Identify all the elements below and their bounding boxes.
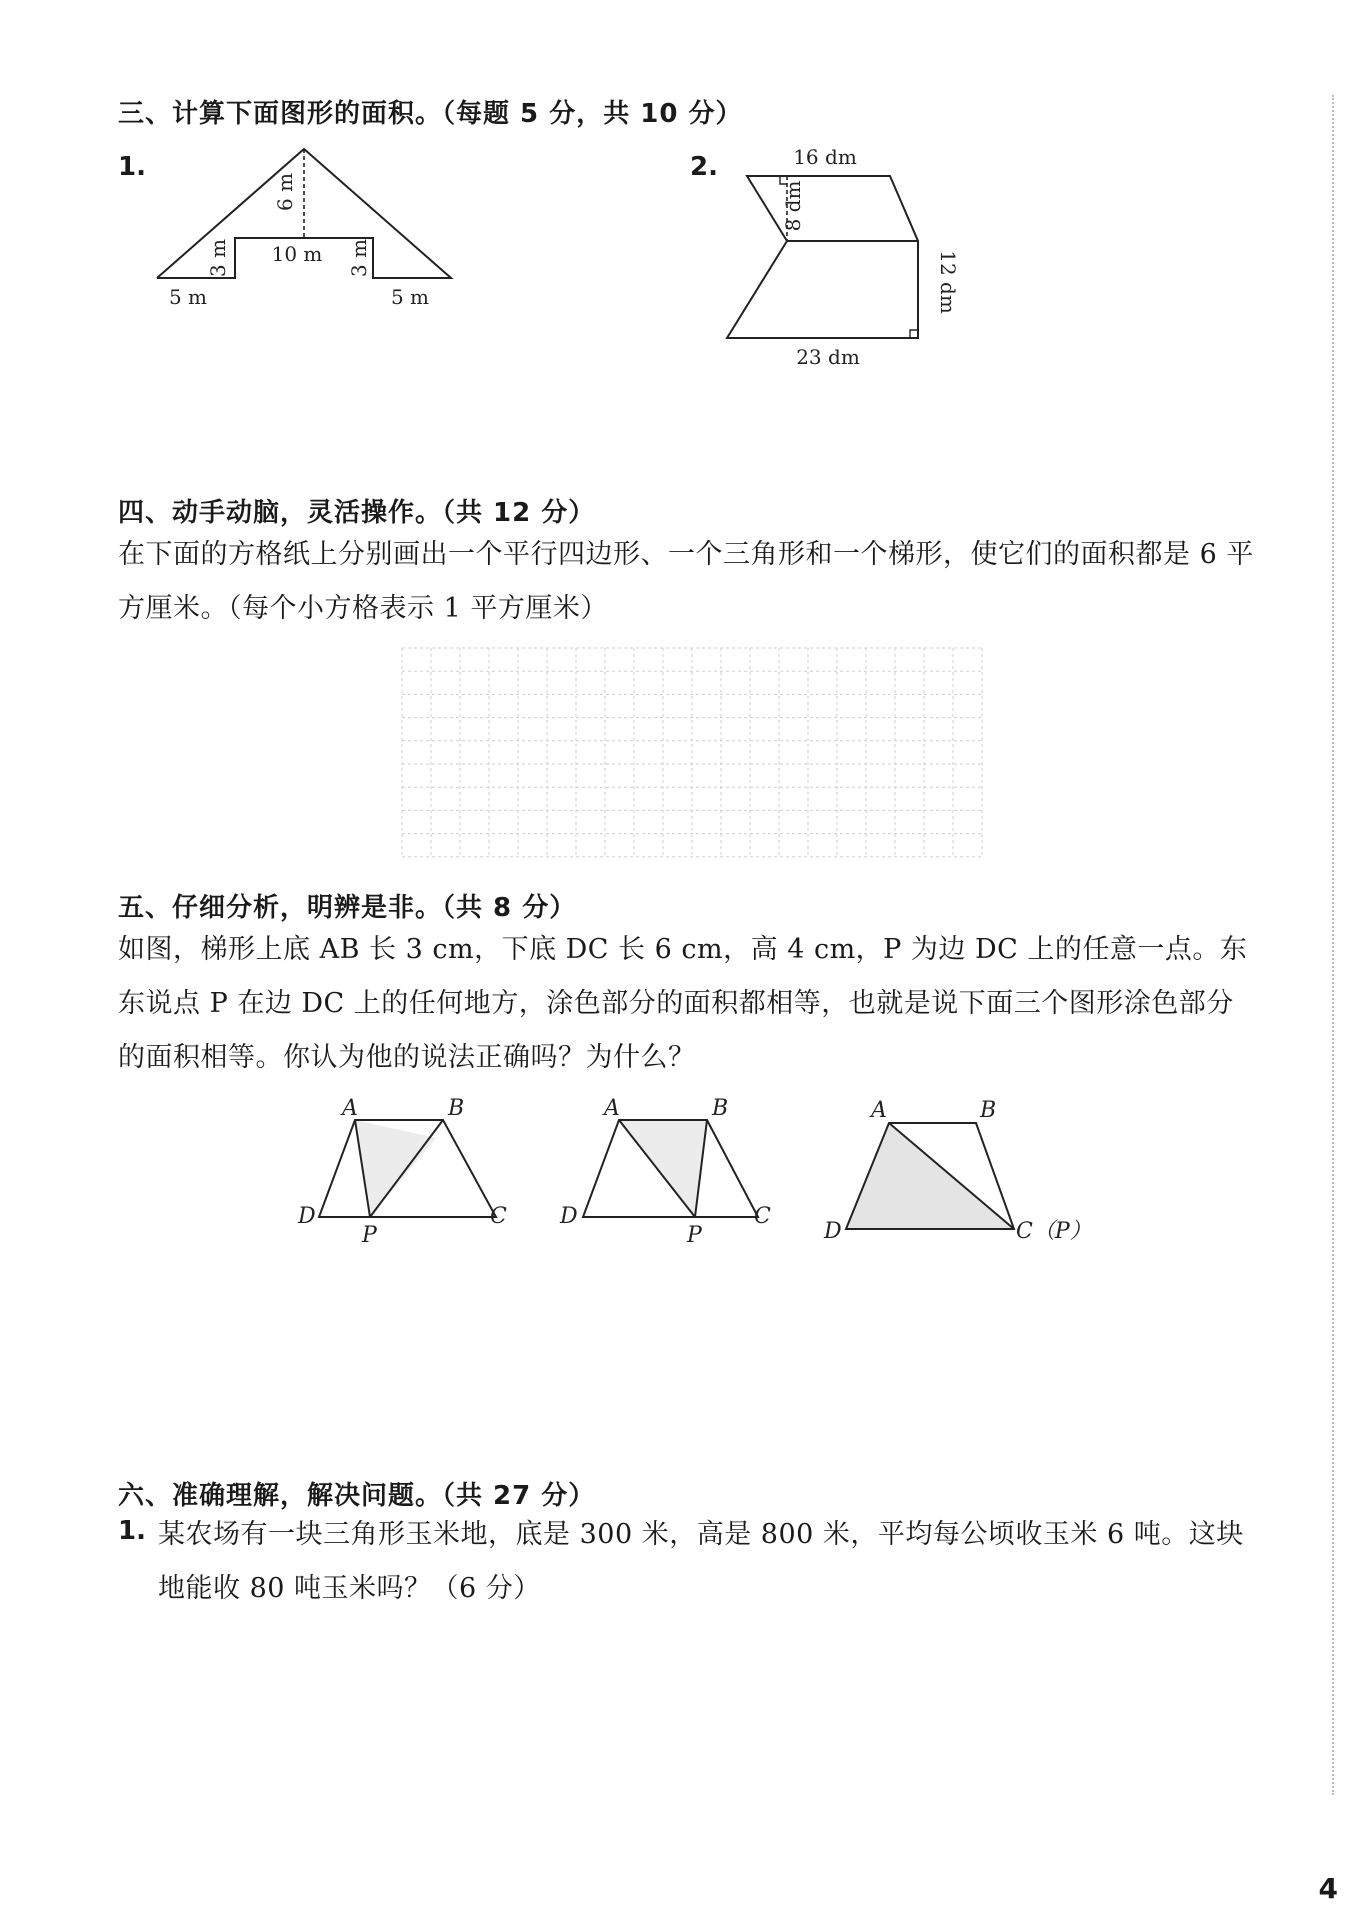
trapezoid-3-shading: [846, 1123, 1014, 1229]
figure-1-base-right-label: 5 m: [390, 285, 430, 309]
figure-2-height-label: 8 dm: [781, 180, 805, 232]
figure-1-left-side-label: 3 m: [206, 238, 230, 278]
trapezoid-figure-1: [290, 1090, 520, 1250]
section-5-heading: 五、仔细分析，明辨是非。（共 8 分）: [118, 893, 577, 923]
figure-1-right-side-label: 3 m: [347, 238, 371, 278]
fig2-label-d: D: [560, 1204, 578, 1229]
section-4-heading: 四、动手动脑，灵活操作。（共 12 分）: [118, 498, 596, 528]
fig1-label-a: A: [342, 1096, 358, 1121]
fig1-label-p: P: [362, 1223, 377, 1248]
section-3-heading: 三、计算下面图形的面积。（每题 5 分，共 10 分）: [118, 99, 743, 129]
trapezoid-2-shading: [619, 1120, 707, 1217]
fig3-label-c-p: C（P）: [1016, 1219, 1092, 1244]
figure-1-top-label: 10 m: [271, 242, 323, 266]
trapezoid-figure-2: [554, 1090, 784, 1250]
fig3-label-d: D: [824, 1219, 842, 1244]
grid-paper[interactable]: [400, 646, 986, 858]
trapezoid-figure-3: [818, 1090, 1108, 1250]
section-6-heading: 六、准确理解，解决问题。（共 27 分）: [118, 1481, 596, 1511]
fig1-label-b: B: [448, 1096, 465, 1121]
page-number: 4: [1318, 1872, 1338, 1905]
fig2-label-p: P: [687, 1223, 702, 1248]
fig1-label-c: C: [490, 1204, 507, 1229]
question-1-number: 1.: [118, 1516, 146, 1546]
question-1-text: 某农场有一块三角形玉米地，底是 300 米，高是 800 米，平均每公顷收玉米 6 吨。这块地能收 80 吨玉米吗？（6 分）: [158, 1519, 1244, 1604]
figure-1-base-left-label: 5 m: [168, 285, 208, 309]
figure-2-right-label: 12 dm: [936, 250, 960, 314]
fig3-label-b: B: [980, 1098, 997, 1123]
fig1-label-d: D: [298, 1204, 316, 1229]
figure-2-top-label: 16 dm: [793, 145, 857, 169]
section-5-problem-text: 如图，梯形上底 AB 长 3 cm，下底 DC 长 6 cm，高 4 cm，P 为边 DC 上的任意一点。东东说点 P 在边 DC 上的任何地方，涂色部分的面积都相等，也就是说下面三个图形涂色部分的面积相等。你认为他的说法正确吗？为什么？: [118, 934, 1248, 1073]
figure-2-bottom-label: 23 dm: [796, 345, 860, 369]
fig3-label-a: A: [871, 1098, 887, 1123]
figure-1-height-label: 6 m: [273, 172, 297, 212]
section-4-instructions: 在下面的方格纸上分别画出一个平行四边形、一个三角形和一个梯形，使它们的面积都是 6 平方厘米。（每个小方格表示 1 平方厘米）: [118, 539, 1254, 624]
figure-2-number: 2.: [690, 152, 718, 182]
page-edge-rule: [1332, 95, 1334, 1795]
fig2-label-a: A: [604, 1096, 620, 1121]
figure-1-shape: [140, 140, 480, 320]
figure-1-number: 1.: [118, 152, 146, 182]
figure-2-shape: [710, 140, 970, 380]
fig2-label-c: C: [754, 1204, 771, 1229]
fig2-label-b: B: [712, 1096, 729, 1121]
